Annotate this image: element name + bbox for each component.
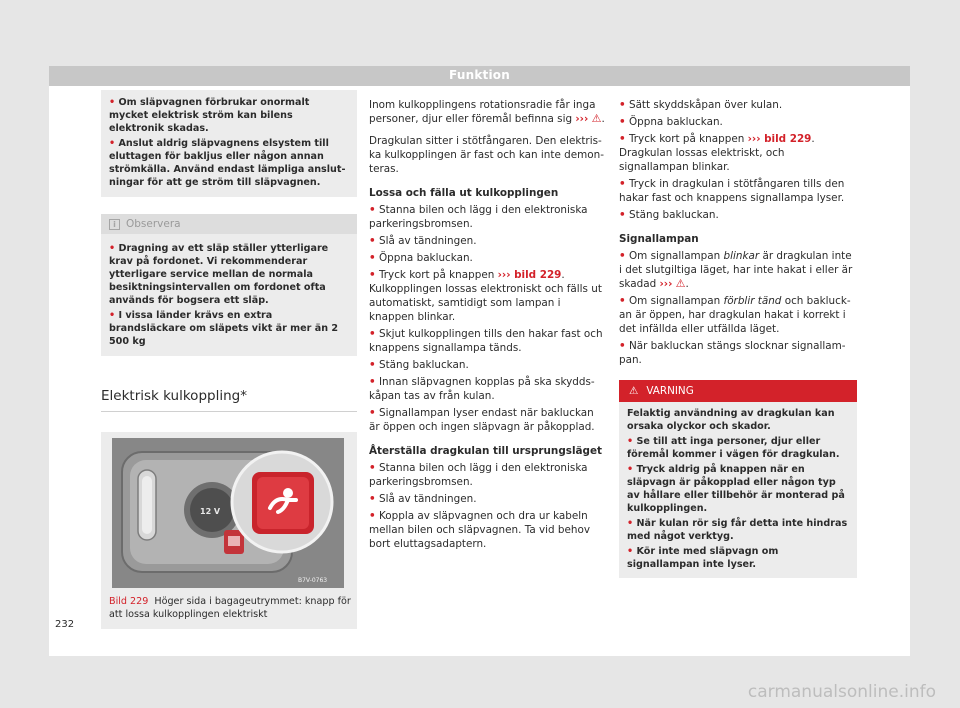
bullet-icon: • (619, 178, 626, 190)
figure-label: Bild 229 (109, 596, 149, 607)
list-item: • Koppla av släpvagnen och dra ur kabeln mellan bilen och släpvagnen. Ta vid behov bort eluttagsadaptern. (369, 510, 591, 550)
bullet-icon: • (627, 518, 634, 529)
warning-continuation-box (101, 90, 357, 197)
bullet-icon: • (619, 295, 626, 307)
warning-triangle-icon: ⚠ (675, 277, 686, 290)
list-item: • När bakluckan stängs slocknar signallampan. (619, 340, 846, 366)
list-item: • Tryck kort på knappen ››› bild 229. Kulkopplingen lossas elektroniskt och fälls ut automatiskt, samtidigt som lampan i knappen blinkar. (369, 269, 602, 323)
bullet-icon: • (619, 133, 626, 145)
warning-triangle-icon: ⚠ (629, 385, 639, 397)
trunk-button-drawing (112, 438, 344, 588)
bullet-icon: • (369, 510, 376, 522)
bullet-icon: • (369, 235, 376, 247)
bullet-icon: • (369, 252, 376, 264)
paragraph: Dragkulan sitter i stötfångaren. Den elektriska kulkopplingen är fast och kan inte demonteras. (369, 135, 604, 175)
reference-arrow-icon[interactable]: ››› (659, 278, 673, 290)
bullet-icon: • (627, 546, 634, 557)
section-divider (101, 411, 357, 412)
warning-triangle-icon: ⚠ (591, 112, 602, 125)
observera-item: • Dragning av ett släp ställer ytterligare krav på fordonet. Vi rekommenderar ytterligare service mellan de normala besiktningsintervallen om fordonet ofta används för bogsera ett släp. (109, 243, 329, 306)
observera-box (101, 234, 357, 356)
section-title: Elektrisk kulkoppling* (101, 388, 247, 404)
page-header (49, 66, 910, 86)
bullet-icon: • (369, 407, 376, 419)
header-title: Funktion (449, 68, 510, 82)
figure-reference-link[interactable]: ››› bild 229 (497, 269, 562, 281)
bullet-icon: • (369, 204, 376, 216)
observera-header: i Observera (101, 214, 357, 234)
bullet-icon: • (369, 376, 376, 388)
list-item: • Stanna bilen och lägg i den elektroniska parkeringsbromsen. (369, 204, 588, 230)
bullet-icon: • (109, 138, 116, 149)
list-item: • Skjut kulkopplingen tills den hakar fast och knappens signallampa tänds. (369, 328, 603, 354)
socket-label: 12 V (200, 507, 221, 516)
bullet-icon: • (627, 464, 634, 475)
page-number: 232 (55, 619, 75, 630)
column-left (101, 90, 357, 629)
bullet-icon: • (369, 328, 376, 340)
box-item: • Om släpvagnen förbrukar onormalt mycket elektrisk ström kan bilens elektronik skadas. (109, 97, 310, 134)
list-item: • Stanna bilen och lägg i den elektroniska parkeringsbromsen. (369, 462, 588, 488)
manual-page (49, 66, 910, 656)
list-item: • Stäng bakluckan. (369, 359, 469, 371)
info-icon: i (109, 219, 120, 230)
bullet-icon: • (109, 310, 116, 321)
list-item: • Tryck in dragkulan i stötfångaren tills den hakar fast och knappens signallampa lyser. (619, 178, 845, 204)
warning-intro: Felaktig användning av dragkulan kan orsaka olyckor och skador. (627, 408, 835, 432)
warning-item: • Kör inte med släpvagn om signallampan inte lyser. (627, 546, 779, 570)
bullet-icon: • (619, 209, 626, 221)
figure-229 (101, 432, 357, 629)
list-item: • Om signallampan förblir tänd och bakluckan är öppen, har dragkulan hakat i korrekt i det infällda eller utfällda läget. (619, 295, 851, 335)
bullet-icon: • (619, 99, 626, 111)
watermark: carmanualsonline.info (747, 682, 936, 702)
warning-item: • När kulan rör sig får detta inte hindras med något verktyg. (627, 518, 848, 542)
bullet-icon: • (109, 243, 116, 254)
bullet-icon: • (369, 462, 376, 474)
list-item: • Sätt skyddskåpan över kulan. (619, 99, 783, 111)
bullet-icon: • (369, 359, 376, 371)
list-item: • Öppna bakluckan. (369, 252, 473, 264)
bullet-icon: • (619, 250, 626, 262)
column-right (619, 98, 857, 578)
figure-reference-link[interactable]: ››› bild 229 (747, 133, 812, 145)
bullet-icon: • (369, 269, 376, 281)
list-item: • Innan släpvagnen kopplas på ska skyddskåpan tas av från kulan. (369, 376, 595, 402)
subheading: Återställa dragkulan till ursprungsläget (369, 445, 602, 457)
column-middle (369, 98, 607, 551)
figure-caption: Bild 229 Höger sida i bagageutrymmet: knapp för att lossa kulkopplingen elektriskt (109, 596, 351, 620)
bullet-icon: • (627, 436, 634, 447)
list-item: • Signallampan lyser endast när bakluckan är öppen och ingen släpvagn är påkopplad. (369, 407, 595, 433)
bullet-icon: • (109, 97, 116, 108)
reference-arrow-icon[interactable]: ››› (575, 113, 589, 125)
bullet-icon: • (619, 116, 626, 128)
subheading: Lossa och fälla ut kulkopplingen (369, 187, 559, 199)
figure-code: B7V-0763 (298, 577, 328, 584)
warning-header: ⚠ VARNING (619, 380, 857, 402)
list-item: • Slå av tändningen. (369, 235, 477, 247)
warning-item: • Tryck aldrig på knappen när en släpvagn är påkopplad eller någon typ av hållare eller tillbehör är monterad på kulkopplingen. (627, 464, 845, 514)
observera-item: • I vissa länder krävs en extra brandsläckare om släpets vikt är mer än 2 500 kg (109, 310, 339, 347)
list-item: • Om signallampan blinkar är dragkulan inte i det slutgiltiga läget, har inte hakat i eller är skadad ››› ⚠. (619, 250, 853, 290)
box-item: • Anslut aldrig släpvagnens elsystem till eluttagen för bakljus eller någon annan strömkälla. Använd endast lämpliga anslutningar för att ge ström till släpvagnen. (109, 138, 346, 188)
warning-item: • Se till att inga personer, djur eller föremål kommer i vägen för dragkulan. (627, 436, 840, 460)
bullet-icon: • (369, 493, 376, 505)
list-item: • Tryck kort på knappen ››› bild 229. Dragkulan lossas elektriskt, och signallampan blinkar. (619, 133, 815, 173)
list-item: • Stäng bakluckan. (619, 209, 719, 221)
warning-box (619, 402, 857, 578)
paragraph: Inom kulkopplingens rotationsradie får inga personer, djur eller föremål befinna sig ››› ⚠. (369, 99, 605, 125)
trunk-button-illustration (112, 438, 344, 588)
list-item: • Slå av tändningen. (369, 493, 477, 505)
bullet-icon: • (619, 340, 626, 352)
list-item: • Öppna bakluckan. (619, 116, 723, 128)
subheading: Signallampan (619, 233, 699, 245)
